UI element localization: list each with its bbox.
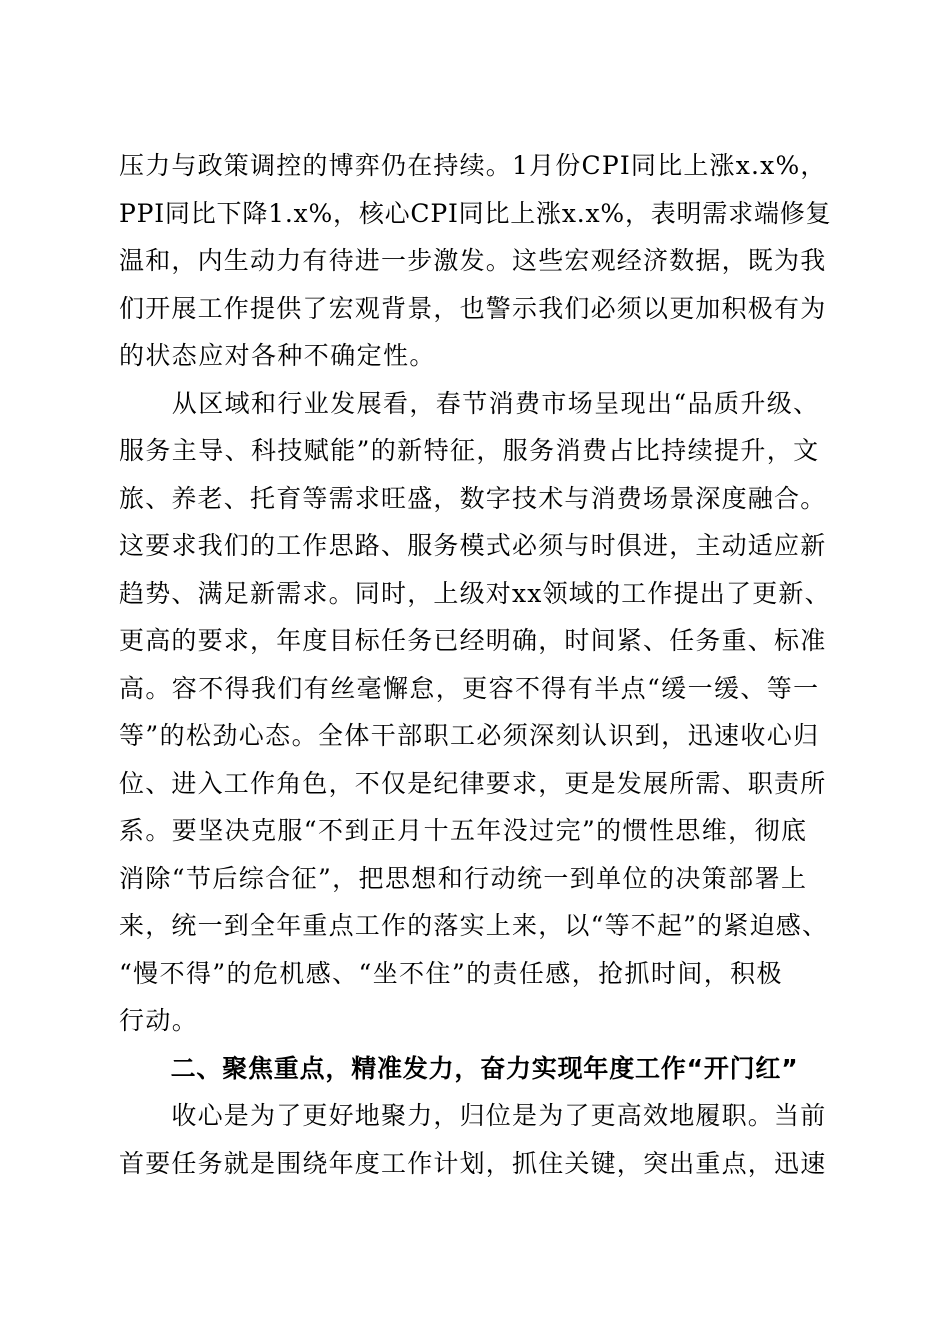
text-line: PPI同比下降1.x%，核心CPI同比上涨x.x%，表明需求端修复 [119,198,832,228]
text-line: 这要求我们的工作思路、服务模式必须与时俱进，主动适应新 [119,531,827,560]
text-line: 温和，内生动力有待进一步激发。这些宏观经济数据，既为我 [119,246,827,275]
document-body [119,142,831,1187]
text-line: 旅、养老、托育等需求旺盛，数字技术与消费场景深度融合。 [119,483,827,513]
text-line: 高。容不得我们有丝毫懈怠，更容不得有半点“缓一缓、等一 [119,673,820,703]
text-line: 消除“节后综合征”，把思想和行动统一到单位的决策部署上 [119,863,808,893]
text-line: 压力与政策调控的博弈仍在持续。1月份CPI同比上涨x.x%， [119,151,827,180]
text-line: 收心是为了更好地聚力，归位是为了更高效地履职。当前 [119,1101,827,1130]
text-line: 系。要坚决克服“不到正月十五年没过完”的惯性思维，彻底 [119,816,808,845]
text-line: 行动。 [119,1006,199,1035]
text-line: 服务主导、科技赋能”的新特征，服务消费占比持续提升，文 [119,436,820,465]
section-heading: 二、聚焦重点，精准发力，奋力实现年度工作“开门红” [119,1053,799,1083]
text-line: 更高的要求，年度目标任务已经明确，时间紧、任务重、标准 [119,626,827,655]
text-line: 等”的松劲心态。全体干部职工必须深刻认识到，迅速收心归 [119,721,820,750]
text-line: 来，统一到全年重点工作的落实上来，以“等不起”的紧迫感、 [119,911,829,940]
text-line: 的状态应对各种不确定性。 [119,341,436,370]
text-line: “慢不得”的危机感、“坐不住”的责任感，抢抓时间，积极 [119,958,783,988]
text-line: 从区域和行业发展看，春节消费市场呈现出“品质升级、 [119,388,820,418]
text-line: 位、进入工作角色，不仅是纪律要求，更是发展所需、职责所 [119,768,827,798]
text-line: 们开展工作提供了宏观背景，也警示我们必须以更加积极有为 [119,293,827,323]
text-line: 首要任务就是围绕年度工作计划，抓住关键，突出重点，迅速 [119,1148,827,1178]
text-line: 趋势、满足新需求。同时，上级对xx领域的工作提出了更新、 [119,578,831,608]
